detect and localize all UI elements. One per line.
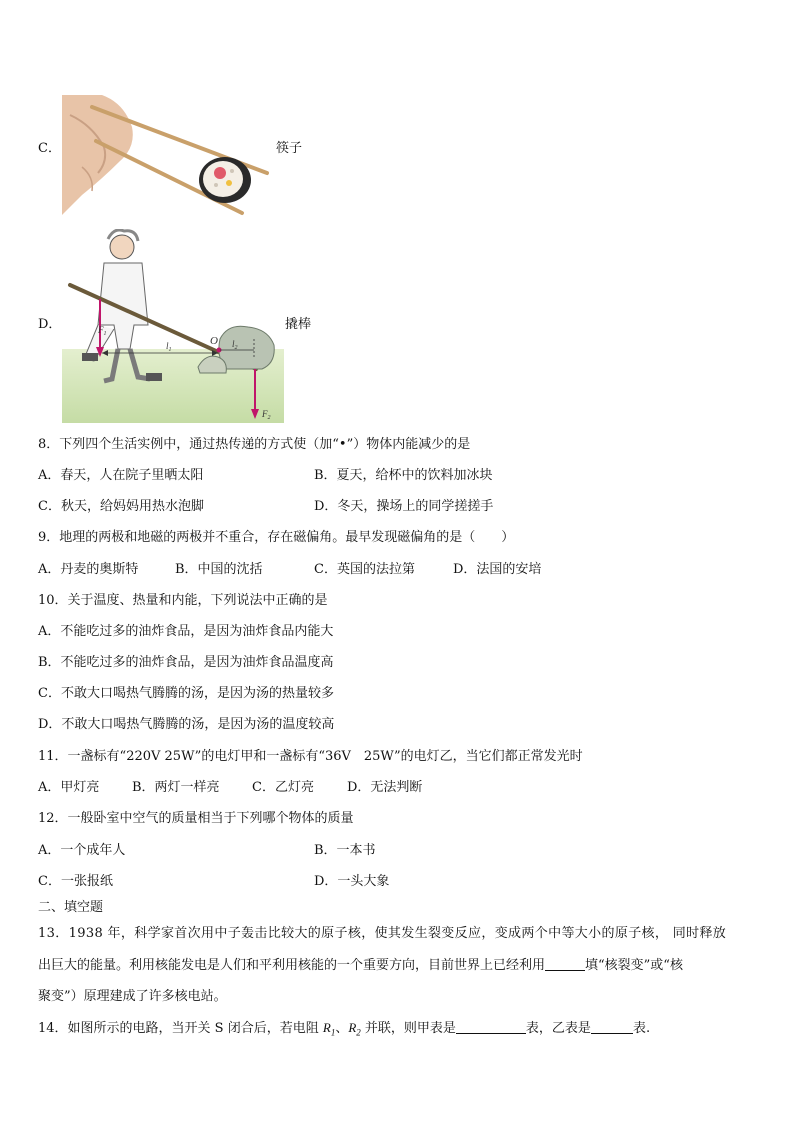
q12-stem: 12．一般卧室中空气的质量相当于下列哪个物体的质量 bbox=[38, 811, 354, 826]
q14-text-b: 并联，则甲表是 bbox=[360, 1021, 456, 1036]
q8-option-a: A．春天，人在院子里晒太阳 bbox=[38, 468, 204, 483]
chopsticks-image bbox=[62, 95, 272, 217]
q14-text-d: 表. bbox=[632, 1021, 651, 1036]
q8-option-d: D．冬天，操场上的同学搓搓手 bbox=[314, 499, 494, 514]
q9-option-c: C．英国的法拉第 bbox=[314, 562, 415, 577]
q14-sep: 、 bbox=[335, 1021, 349, 1036]
q10-option-d: D．不敢大口喝热气腾腾的汤，是因为汤的温度较高 bbox=[38, 717, 335, 732]
q8-stem: 8．下列四个生活实例中，通过热传递的方式使（加“•”）物体内能减少的是 bbox=[38, 437, 471, 452]
q11-option-c: C．乙灯亮 bbox=[252, 780, 314, 795]
q9-option-a: A．丹麦的奥斯特 bbox=[38, 562, 139, 577]
q8-option-b: B．夏天，给杯中的饮料加冰块 bbox=[314, 468, 493, 483]
fig-label-l2: $l_2$ bbox=[232, 339, 238, 351]
q13-answer-blank[interactable] bbox=[545, 958, 585, 971]
q11-option-d: D．无法判断 bbox=[347, 780, 423, 795]
q14-blank-jia[interactable] bbox=[456, 1021, 526, 1034]
q11-stem: 11．一盏标有“220V 25W”的电灯甲和一盏标有“36V 25W”的电灯乙，当它们都正常发光时 bbox=[38, 749, 583, 764]
q14-text-c: 表，乙表是 bbox=[525, 1021, 591, 1036]
q10-option-a: A．不能吃过多的油炸食品，是因为油炸食品内能大 bbox=[38, 624, 334, 639]
q14-r1: $R_1$ bbox=[322, 1020, 336, 1038]
q14-blank-yi[interactable] bbox=[591, 1021, 633, 1034]
q11-option-a: A．甲灯亮 bbox=[38, 780, 100, 795]
q12-option-d: D．一头大象 bbox=[314, 874, 390, 889]
q12-option-b: B．一本书 bbox=[314, 843, 376, 858]
q7-option-d-label: D． bbox=[38, 317, 62, 332]
q12-option-c: C．一张报纸 bbox=[38, 874, 113, 889]
q13-line-2-text: 出巨大的能量。利用核能发电是人们和平利用核能的一个重要方向，目前世界上已经利用 bbox=[38, 958, 546, 973]
q10-option-b: B．不能吃过多的油炸食品，是因为油炸食品温度高 bbox=[38, 655, 334, 670]
fig-label-f2: $F_2$ bbox=[262, 409, 271, 421]
q14-text-a: 14．如图所示的电路，当开关 S 闭合后，若电阻 bbox=[38, 1021, 323, 1036]
q13-line-3: 聚变”）原理建成了许多核电站。 bbox=[38, 989, 227, 1004]
q10-stem: 10．关于温度、热量和内能，下列说法中正确的是 bbox=[38, 593, 328, 608]
fig-label-o: O bbox=[210, 335, 218, 347]
q12-option-a: A．一个成年人 bbox=[38, 843, 126, 858]
q7-option-c-label: C． bbox=[38, 141, 61, 156]
crowbar-lever-image bbox=[62, 229, 284, 423]
q10-option-c: C．不敢大口喝热气腾腾的汤，是因为汤的热量较多 bbox=[38, 686, 334, 701]
q9-option-d: D．法国的安培 bbox=[453, 562, 542, 577]
q14-r2: $R_2$ bbox=[348, 1020, 361, 1038]
section-heading-fill-in: 二、填空题 bbox=[38, 900, 104, 915]
q8-option-c: C．秋天，给妈妈用热水泡脚 bbox=[38, 499, 204, 514]
q7-option-c-caption: 筷子 bbox=[276, 141, 303, 156]
q9-option-b: B．中国的沈括 bbox=[175, 562, 263, 577]
q13-line-2 bbox=[38, 958, 683, 974]
q13-line-2-hint: 填“核裂变”或“核 bbox=[585, 958, 683, 973]
q9-stem: 9．地理的两极和地磁的两极并不重合，存在磁偏角。最早发现磁偏角的是（ ） bbox=[38, 530, 515, 545]
q7-option-d-caption: 撬棒 bbox=[285, 317, 312, 332]
q11-option-b: B．两灯一样亮 bbox=[132, 780, 220, 795]
q14-stem bbox=[38, 1020, 650, 1041]
fig-label-l1: $l_1$ bbox=[166, 341, 172, 353]
fig-label-f1: $F_1$ bbox=[98, 325, 107, 337]
q13-line-1: 13．1938 年，科学家首次用中子轰击比较大的原子核，使其发生裂变反应，变成两个中等大小的原子核， 同时释放 bbox=[38, 926, 727, 941]
